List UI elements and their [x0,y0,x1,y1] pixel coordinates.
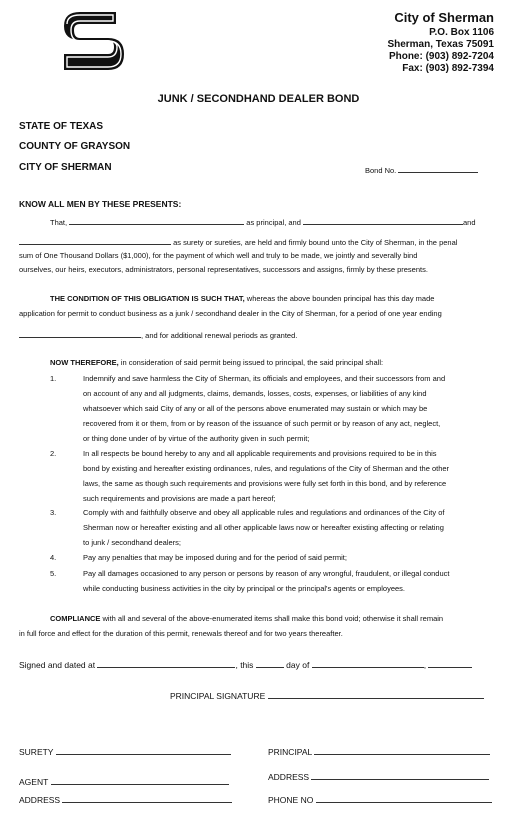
now-therefore-lead: NOW THEREFORE, [50,358,119,367]
item-2-body [83,446,497,506]
bond-no-label: Bond No. [365,166,397,175]
item-line: Sherman now or hereafter existing and all other applicable laws now or hereafter existing affecting or relating [83,523,444,532]
principal-row [268,746,490,757]
principal-address-label: ADDRESS [268,772,310,782]
item-3-body [83,505,497,550]
and-text: and [463,218,476,227]
agent-address-label: ADDRESS [19,795,61,805]
agent-address-field[interactable] [62,794,232,803]
city-name: City of Sherman [394,10,494,25]
signed-year-field[interactable] [428,659,472,668]
signed-dated-line [19,659,499,670]
principal-signature-row [170,690,484,701]
principal-field[interactable] [314,746,490,755]
surety-label: SURETY [19,747,54,757]
para1-line3: sum of One Thousand Dollars ($1,000), for the payment of which well and truly to be made, we jointly and severally bind [19,251,418,260]
compliance-line1 [50,615,497,623]
surety-name-field-2[interactable] [19,236,171,245]
agent-label: AGENT [19,777,49,787]
signed-comma: , [423,660,427,670]
document-title: JUNK / SECONDHAND DEALER BOND [157,93,360,105]
compliance-lead: COMPLIANCE [50,614,101,623]
agent-address-row [19,794,232,805]
now-therefore [50,359,497,367]
ending-date-field[interactable] [19,329,141,338]
item-5-body [83,566,497,596]
signed-month-field[interactable] [312,659,427,670]
item-4-body [83,550,497,565]
item-line: or thing done under of by virtue of the authority given in such permit; [83,434,310,443]
item-line: Indemnify and save harmless the City of Sherman, its officials and employees, and their successors from and [83,374,446,383]
city-logo [62,10,126,72]
now-therefore-text: in consideration of said permit being issued to principal, the said principal shall: [118,358,384,367]
condition-line1 [50,295,497,303]
item-line: Pay any penalties that may be imposed during and for the period of said permit; [83,553,347,562]
state-heading: STATE OF TEXAS [19,121,104,132]
principal-name-field[interactable] [69,216,244,225]
item-line: to junk / secondhand dealers; [83,538,181,547]
item-line: while conducting business activities in the city by principal or the principal's agents or employees. [83,584,406,593]
bond-no [365,164,478,175]
condition-line3 [19,329,497,340]
agent-field[interactable] [51,776,229,785]
item-line: bond by existing and hereafter existing ordinances, rules, and regulations of the City of Sherman and the other [83,464,450,473]
item-line: on account of any and all judgments, claims, demands, losses, costs, expenses, or liabilities of any kind [83,389,427,398]
principal-address-field[interactable] [311,771,489,780]
compliance-line2: in full force and effect for the duration of this permit, renewals thereof and for two years thereafter. [19,629,343,638]
item-line: laws, the same as though such requirements and provisions were fully set forth in this bond, and by reference [83,479,447,488]
principal-address-row [268,771,489,782]
know-all-heading: KNOW ALL MEN BY THESE PRESENTS: [19,199,182,209]
city-state-zip: Sherman, Texas 75091 [387,39,494,50]
item-line: such requirements and provisions are made a part hereof; [83,494,276,503]
compliance-text1: with all and several of the above-enumerated items shall make this bond void; otherwise it shall remain [100,614,444,623]
condition-text3: , and for additional renewal periods as granted. [141,331,298,340]
city-heading: CITY OF SHERMAN [19,162,112,173]
po-box: P.O. Box 1106 [429,27,494,38]
signed-day-of: day of [286,660,310,670]
surety-field[interactable] [56,746,231,755]
phone-field[interactable] [316,794,492,803]
principal-label: PRINCIPAL [268,747,312,757]
signed-day-field[interactable] [256,659,284,668]
surety-row [19,746,231,757]
agent-row [19,776,229,787]
item-line: recovered from it or them, from or by reason of the issuance of such permit or by reason of any act, neglect, [83,419,441,428]
item-line: In all respects be bound hereby to any and all applicable requirements and provisions required to be in this [83,449,437,458]
item-line: Comply with and faithfully observe and obey all applicable rules and regulations and ordinances of the City of [83,508,445,517]
surety-text: as surety or sureties, are held and firmly bound unto the City of Sherman, in the penal [173,238,458,247]
para1-line2 [19,236,497,247]
condition-lead: THE CONDITION OF THIS OBLIGATION IS SUCH THAT, [50,294,245,303]
bond-no-field[interactable] [398,164,478,173]
as-principal-text: as principal, and [246,218,301,227]
principal-signature-label: PRINCIPAL SIGNATURE [170,691,266,701]
item-2-number: 2. [50,449,57,458]
item-line: whatsoever which said City of any or all of the persons above enumerated may sustain or which may be [83,404,428,413]
county-heading: COUNTY OF GRAYSON [19,141,131,152]
item-1-number: 1. [50,374,57,383]
signed-this: , this [235,660,254,670]
fax: Fax: (903) 892-7394 [402,63,494,74]
item-1-body [83,371,497,446]
condition-text1: whereas the above bounden principal has this day made [244,294,435,303]
signed-place-field[interactable] [97,659,235,668]
phone-row [268,794,492,805]
para1-line4: ourselves, our heirs, executors, administrators, personal representatives, successors and assigns, firmly by these presents. [19,265,428,274]
surety-name-field[interactable] [303,216,463,225]
item-5-number: 5. [50,569,57,578]
item-line: Pay all damages occasioned to any person or persons by reason of any wrongful, fraudulent, or illegal conduct [83,569,450,578]
signed-prefix: Signed and dated at [19,660,96,670]
phone-label: PHONE NO [268,795,314,805]
that-text: That, [50,218,68,227]
item-3-number: 3. [50,508,57,517]
item-4-number: 4. [50,553,57,562]
phone: Phone: (903) 892-7204 [388,51,494,62]
para1-line1 [50,216,497,227]
condition-line2: application for permit to conduct business as a junk / secondhand dealer in the City of Sherman, for a period of one year ending [19,309,442,318]
principal-signature-field[interactable] [268,690,484,699]
